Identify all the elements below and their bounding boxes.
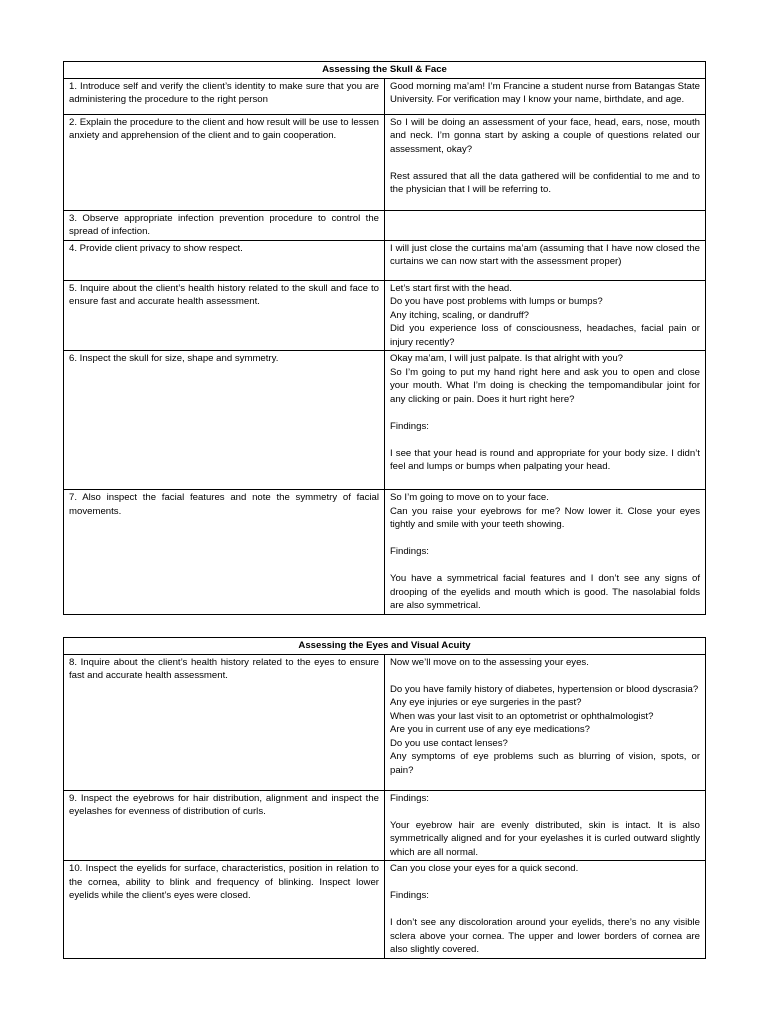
- response-cell: [385, 78, 706, 114]
- procedure-cell: 8. Inquire about the client’s health history related to the eyes to ensure fast and accurate health assessment.: [64, 654, 385, 790]
- response-paragraph: So I’m going to move on to your face.: [390, 492, 549, 503]
- response-paragraph: When was your last visit to an optometrist or ophthalmologist?: [390, 710, 654, 722]
- response-paragraph: Are you in current use of any eye medications?: [390, 724, 590, 735]
- response-paragraph: Did you experience loss of consciousness, headaches, facial pain or injury recently?: [390, 323, 701, 348]
- table-row: [64, 78, 706, 114]
- response-paragraph: Do you have family history of diabetes, hypertension or blood dyscrasia?: [390, 683, 699, 695]
- response-paragraph: Let’s start first with the head.: [390, 282, 512, 294]
- procedure-cell: 6. Inspect the skull for size, shape and symmetry.: [64, 351, 385, 490]
- skull-face-table: [63, 61, 706, 615]
- table-row: [64, 861, 706, 959]
- response-cell: [385, 490, 706, 615]
- response-paragraph: I see that your head is round and appropriate for your body size. I didn’t feel and lumps or bumps when palpating your head.: [390, 447, 701, 472]
- response-paragraph: Can you close your eyes for a quick second.: [390, 863, 579, 874]
- response-paragraph: I will just close the curtains ma’am (assuming that I have now closed the curtains we can now start with the assessment proper): [390, 242, 701, 267]
- response-paragraph: You have a symmetrical facial features and I don’t see any signs of drooping of the eyelids and mouth which is good. The nasolabial folds are also symmetrical.: [390, 573, 701, 611]
- procedure-cell: 2. Explain the procedure to the client and how result will be use to lessen anxiety and apprehension of the client and to gain cooperation.: [64, 114, 385, 210]
- table-row: [64, 351, 706, 490]
- table-row: [64, 654, 706, 790]
- section-title: Assessing the Eyes and Visual Acuity: [64, 638, 706, 655]
- table-body: [64, 654, 706, 958]
- table-header-row: [64, 638, 706, 655]
- response-paragraph: Okay ma’am, I will just palpate. Is that alright with you?: [390, 353, 624, 364]
- table-header-row: [64, 62, 706, 79]
- response-cell: [385, 351, 706, 490]
- response-paragraph: Any eye injuries or eye surgeries in the past?: [390, 697, 582, 708]
- procedure-cell: 4. Provide client privacy to show respect.: [64, 240, 385, 280]
- response-paragraph: Rest assured that all the data gathered will be confidential to me and to the physician that I will be referring to.: [390, 170, 701, 195]
- response-cell: [385, 861, 706, 959]
- response-paragraph: Any itching, scaling, or dandruff?: [390, 309, 530, 321]
- procedure-cell: 7. Also inspect the facial features and note the symmetry of facial movements.: [64, 490, 385, 615]
- procedure-cell: 1. Introduce self and verify the client’s identity to make sure that you are administering the procedure to the right person: [64, 78, 385, 114]
- response-paragraph: Do you have post problems with lumps or bumps?: [390, 296, 603, 307]
- response-paragraph: Your eyebrow hair are evenly distributed, skin is intact. It is also symmetrically aligned and for your eyelashes it is curled outward slightly which are all normal.: [390, 819, 701, 858]
- response-paragraph: So I’m going to put my hand right here and ask you to open and close your mouth. What I’m doing is checking the tempomandibular joint for any clicking or pain. Does it hurt right here?: [390, 366, 701, 405]
- response-paragraph: I don’t see any discoloration around your eyelids, there’s no any visible sclera above your cornea. The upper and lower borders of cornea are also slightly covered.: [390, 917, 701, 955]
- table-row: [64, 790, 706, 861]
- response-paragraph: Findings:: [390, 546, 429, 557]
- response-paragraph: Findings:: [390, 420, 429, 432]
- response-paragraph: So I will be doing an assessment of your face, head, ears, nose, mouth and neck. I’m gonna start by asking a couple of questions related our assessment, okay?: [390, 116, 701, 155]
- table-row: [64, 114, 706, 210]
- response-cell: [385, 240, 706, 280]
- response-paragraph: Can you raise your eyebrows for me? Now lower it. Close your eyes tightly and smile with your teeth showing.: [390, 505, 701, 530]
- response-paragraph: Now we’ll move on to the assessing your eyes.: [390, 656, 589, 668]
- procedure-cell: 10. Inspect the eyelids for surface, characteristics, position in relation to the cornea, ability to blink and frequency of blinking. Inspect lower eyelids while the client’s eyes were closed.: [64, 861, 385, 959]
- response-cell: [385, 210, 706, 240]
- response-cell: [385, 654, 706, 790]
- response-cell: [385, 114, 706, 210]
- table-row: [64, 240, 706, 280]
- procedure-cell: 5. Inquire about the client’s health history related to the skull and face to ensure fast and accurate health assessment.: [64, 280, 385, 351]
- section-title: Assessing the Skull & Face: [64, 62, 706, 79]
- eyes-visual-acuity-table: [63, 637, 706, 959]
- response-cell: [385, 790, 706, 861]
- table-body: [64, 78, 706, 614]
- response-paragraph: Do you use contact lenses?: [390, 737, 508, 749]
- response-paragraph: Good morning ma’am! I’m Francine a student nurse from Batangas State University. For verification may I know your name, birthdate, and age.: [390, 80, 701, 105]
- table-row: [64, 210, 706, 240]
- response-paragraph: Findings:: [390, 792, 429, 804]
- response-paragraph: Any symptoms of eye problems such as blurring of vision, spots, or pain?: [390, 751, 701, 776]
- procedure-cell: 3. Observe appropriate infection prevention procedure to control the spread of infection.: [64, 210, 385, 240]
- response-cell: [385, 280, 706, 351]
- response-paragraph: Findings:: [390, 890, 429, 901]
- procedure-cell: 9. Inspect the eyebrows for hair distribution, alignment and inspect the eyelashes for evenness of distribution of curls.: [64, 790, 385, 861]
- table-row: [64, 490, 706, 615]
- table-row: [64, 280, 706, 351]
